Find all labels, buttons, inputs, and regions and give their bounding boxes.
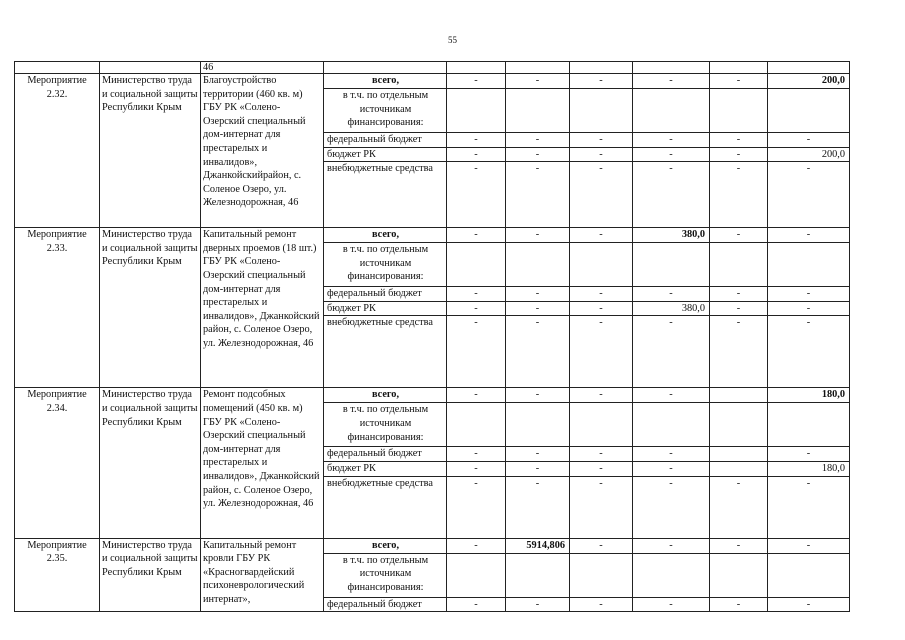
page-number: 55 <box>448 35 457 45</box>
funding-value-cell: - <box>710 597 768 612</box>
funding-value-cell: - <box>570 476 633 538</box>
funding-value-cell: - <box>570 316 633 388</box>
funding-value-cell <box>570 243 633 287</box>
funding-value-cell: - <box>710 162 768 228</box>
funding-source-label: в т.ч. по отдельным источникам финансирования: <box>324 89 447 133</box>
funding-value-cell: - <box>447 538 506 553</box>
funding-value-cell <box>506 89 570 133</box>
funding-value-cell: - <box>570 74 633 89</box>
funding-value-cell: - <box>768 447 850 462</box>
funding-value-cell: - <box>447 447 506 462</box>
continuation-id-cell <box>15 62 100 74</box>
funding-value-cell: - <box>768 316 850 388</box>
funding-value-cell: - <box>768 162 850 228</box>
funding-value-cell <box>570 553 633 597</box>
funding-value-cell: - <box>506 133 570 148</box>
funding-value-cell <box>768 553 850 597</box>
continuation-executor-cell <box>100 62 201 74</box>
funding-value-cell: - <box>633 287 710 302</box>
funding-value-cell: - <box>506 316 570 388</box>
funding-value-cell <box>710 461 768 476</box>
executor-cell: Министерство труда и социальной защиты Республики Крым <box>100 538 201 612</box>
description-cell: Капитальный ремонт кровли ГБУ РК «Красногвардейский психоневрологический интернат», <box>201 538 324 612</box>
funding-value-cell: - <box>447 287 506 302</box>
funding-value-cell: - <box>506 301 570 316</box>
funding-value-cell <box>710 243 768 287</box>
funding-value-cell: - <box>447 388 506 403</box>
funding-source-label: всего, <box>324 74 447 89</box>
funding-value-cell <box>506 243 570 287</box>
funding-source-label: федеральный бюджет <box>324 133 447 148</box>
funding-value-cell <box>506 553 570 597</box>
measure-row <box>15 388 850 403</box>
funding-source-label: всего, <box>324 228 447 243</box>
funding-value-cell: 5914,806 <box>506 538 570 553</box>
funding-value-cell: - <box>570 447 633 462</box>
funding-value-cell <box>768 403 850 447</box>
funding-value-cell: - <box>710 287 768 302</box>
funding-value-cell: - <box>447 162 506 228</box>
funding-value-cell: - <box>768 133 850 148</box>
funding-value-cell <box>768 243 850 287</box>
funding-value-cell <box>447 553 506 597</box>
funding-value-cell <box>710 89 768 133</box>
funding-value-cell: - <box>570 162 633 228</box>
description-cell: Благоустройство территории (460 кв. м) ГБУ РК «Солено-Озерский специальный дом-интернат для престарелых и инвалидов», Джанкойскийрайон, с. Соленое Озеро, ул. Железнодорожная, 46 <box>201 74 324 228</box>
funding-value-cell: - <box>570 597 633 612</box>
funding-value-cell <box>633 89 710 133</box>
funding-value-cell: - <box>768 301 850 316</box>
measure-id-cell: Мероприятие 2.32. <box>15 74 100 228</box>
continuation-row <box>15 62 850 74</box>
funding-source-label: внебюджетные средства <box>324 476 447 538</box>
funding-value-cell: - <box>768 287 850 302</box>
funding-source-label: внебюджетные средства <box>324 316 447 388</box>
funding-value-cell: - <box>633 476 710 538</box>
funding-value-cell <box>570 403 633 447</box>
funding-value-cell: - <box>570 147 633 162</box>
funding-value-cell <box>447 403 506 447</box>
funding-value-cell: - <box>506 476 570 538</box>
funding-source-label: бюджет РК <box>324 461 447 476</box>
funding-value-cell: - <box>768 538 850 553</box>
executor-cell: Министерство труда и социальной защиты Республики Крым <box>100 388 201 538</box>
funding-source-label: внебюджетные средства <box>324 162 447 228</box>
funding-value-cell: - <box>768 597 850 612</box>
funding-value-cell: - <box>506 447 570 462</box>
funding-value-cell <box>710 553 768 597</box>
funding-value-cell: - <box>710 301 768 316</box>
funding-value-cell <box>710 447 768 462</box>
funding-source-label: всего, <box>324 388 447 403</box>
executor-cell: Министерство труда и социальной защиты Республики Крым <box>100 74 201 228</box>
funding-value-cell: 380,0 <box>633 228 710 243</box>
funding-value-cell: - <box>447 228 506 243</box>
funding-value-cell <box>710 388 768 403</box>
funding-value-cell: - <box>447 147 506 162</box>
funding-value-cell: - <box>710 147 768 162</box>
funding-value-cell: 180,0 <box>768 388 850 403</box>
measure-row <box>15 538 850 553</box>
funding-value-cell: - <box>570 538 633 553</box>
funding-source-label: всего, <box>324 538 447 553</box>
funding-value-cell <box>447 89 506 133</box>
funding-value-cell: - <box>506 597 570 612</box>
funding-value-cell <box>768 89 850 133</box>
funding-value-cell: - <box>570 301 633 316</box>
funding-source-label: бюджет РК <box>324 301 447 316</box>
funding-value-cell <box>570 89 633 133</box>
funding-value-cell: - <box>506 461 570 476</box>
executor-cell: Министерство труда и социальной защиты Республики Крым <box>100 228 201 388</box>
funding-value-cell: - <box>710 74 768 89</box>
funding-source-label: в т.ч. по отдельным источникам финансирования: <box>324 243 447 287</box>
funding-source-label: федеральный бюджет <box>324 287 447 302</box>
funding-source-label: бюджет РК <box>324 147 447 162</box>
funding-value-cell: - <box>447 133 506 148</box>
funding-value-cell: 180,0 <box>768 461 850 476</box>
funding-value-cell: - <box>633 461 710 476</box>
funding-value-cell: - <box>710 133 768 148</box>
funding-value-cell: - <box>633 447 710 462</box>
funding-value-cell: - <box>506 228 570 243</box>
funding-source-label: в т.ч. по отдельным источникам финансирования: <box>324 553 447 597</box>
description-cell: Ремонт подсобных помещений (450 кв. м) ГБУ РК «Солено-Озерский специальный дом-интернат для престарелых и инвалидов», Джанкойский район, с. Соленое Озеро, ул. Железнодорожная, 46 <box>201 388 324 538</box>
funding-value-cell: - <box>447 74 506 89</box>
funding-value-cell: - <box>633 388 710 403</box>
funding-value-cell: - <box>570 133 633 148</box>
funding-value-cell: - <box>506 74 570 89</box>
funding-value-cell <box>633 243 710 287</box>
funding-value-cell <box>506 403 570 447</box>
funding-value-cell: - <box>710 316 768 388</box>
funding-value-cell: - <box>506 388 570 403</box>
funding-value-cell: - <box>447 476 506 538</box>
funding-value-cell: - <box>633 316 710 388</box>
funding-value-cell: - <box>633 147 710 162</box>
measure-row <box>15 228 850 243</box>
description-cell: Капитальный ремонт дверных проемов (18 шт.) ГБУ РК «Солено-Озерский специальный дом-интернат для престарелых и инвалидов», Джанкойский район, с. Соленое Озеро, ул. Железнодорожная, 46 <box>201 228 324 388</box>
funding-value-cell: - <box>447 301 506 316</box>
continuation-description-cell: 46 <box>201 62 324 74</box>
funding-value-cell <box>710 403 768 447</box>
funding-source-label: в т.ч. по отдельным источникам финансирования: <box>324 403 447 447</box>
measure-id-cell: Мероприятие 2.33. <box>15 228 100 388</box>
funding-value-cell: - <box>710 538 768 553</box>
measure-id-cell: Мероприятие 2.35. <box>15 538 100 612</box>
funding-value-cell: - <box>768 228 850 243</box>
funding-value-cell: - <box>633 133 710 148</box>
funding-value-cell: - <box>447 461 506 476</box>
funding-value-cell: - <box>570 228 633 243</box>
funding-value-cell <box>633 403 710 447</box>
funding-value-cell: - <box>506 162 570 228</box>
financing-table <box>14 61 850 612</box>
funding-source-label: федеральный бюджет <box>324 447 447 462</box>
funding-value-cell: - <box>633 538 710 553</box>
funding-value-cell <box>447 243 506 287</box>
funding-value-cell: - <box>447 597 506 612</box>
funding-value-cell: - <box>710 228 768 243</box>
funding-value-cell: - <box>447 316 506 388</box>
funding-value-cell: - <box>633 74 710 89</box>
funding-value-cell: - <box>570 388 633 403</box>
funding-source-label: федеральный бюджет <box>324 597 447 612</box>
funding-value-cell: - <box>768 476 850 538</box>
funding-value-cell: 200,0 <box>768 74 850 89</box>
funding-value-cell: - <box>710 476 768 538</box>
funding-value-cell: - <box>633 597 710 612</box>
measure-row <box>15 74 850 89</box>
funding-value-cell <box>633 553 710 597</box>
funding-value-cell: - <box>570 287 633 302</box>
funding-value-cell: 380,0 <box>633 301 710 316</box>
funding-value-cell: - <box>633 162 710 228</box>
measure-id-cell: Мероприятие 2.34. <box>15 388 100 538</box>
funding-value-cell: - <box>570 461 633 476</box>
funding-value-cell: 200,0 <box>768 147 850 162</box>
funding-value-cell: - <box>506 287 570 302</box>
funding-value-cell: - <box>506 147 570 162</box>
